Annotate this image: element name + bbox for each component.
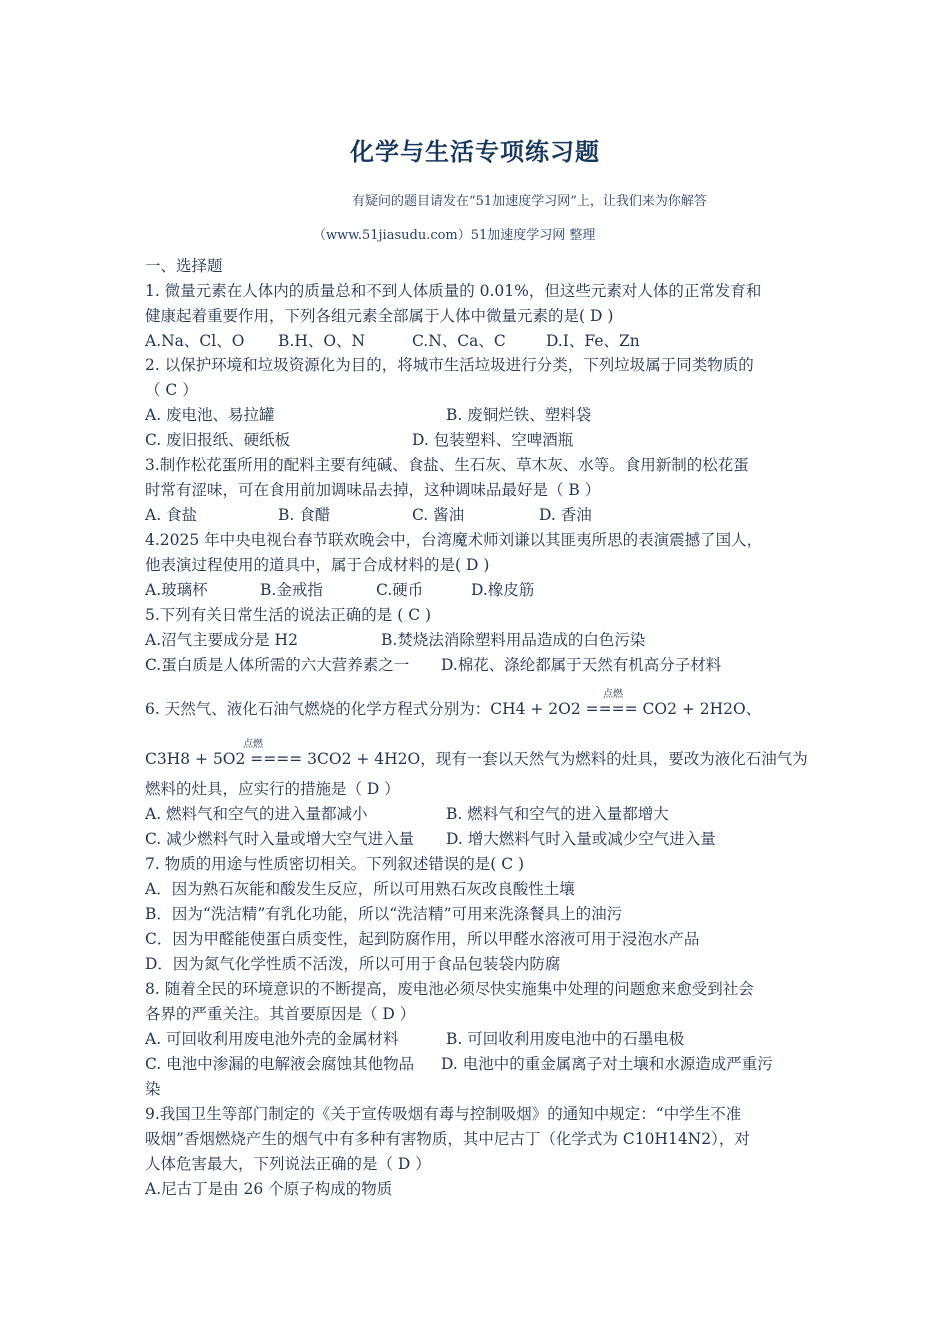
q8-option-c: C. 电池中渗漏的电解液会腐蚀其他物品 <box>145 1055 415 1073</box>
q9-line-1: 9.我国卫生等部门制定的《关于宣传吸烟有毒与控制吸烟》的通知中规定：“中学生不准 <box>145 1105 742 1123</box>
q2-line-2: （ C ） <box>145 381 198 399</box>
q3-option-c: C. 酱油 <box>412 506 465 524</box>
q2-line-1: 2. 以保护环境和垃圾资源化为目的，将城市生活垃圾进行分类，下列垃圾属于同类物质的 <box>145 356 754 374</box>
q8-option-d-continued: 染 <box>145 1080 161 1098</box>
q7-option-d: D．因为氮气化学性质不活泼，所以可用于食品包装袋内防腐 <box>145 955 561 973</box>
q1-option-c: C.N、Ca、C <box>412 332 506 350</box>
q6-line-3: 燃料的灶具，应实行的措施是（ D ） <box>145 780 400 798</box>
q9-option-a: A.尼古丁是由 26 个原子构成的物质 <box>145 1180 393 1198</box>
q6-option-c: C. 减少燃料气时入量或增大空气进入量 <box>145 830 415 848</box>
q5-line-1: 5.下列有关日常生活的说法正确的是 ( C ) <box>145 606 432 624</box>
q6-option-b: B. 燃料气和空气的进入量都增大 <box>446 805 669 823</box>
q5-option-a: A.沼气主要成分是 H2 <box>145 631 298 649</box>
q6-reaction-condition-1: 点燃 <box>603 689 623 700</box>
q4-option-b: B.金戒指 <box>260 581 323 599</box>
q1-option-a: A.Na、Cl、O <box>145 332 245 350</box>
q6-line-1: 6. 天然气、液化石油气燃烧的化学方程式分别为：CH4 + 2O2 ==== CO2 + 2H2O、 <box>145 700 762 718</box>
q1-option-b: B.H、O、N <box>278 332 366 350</box>
q9-line-2: 吸烟”香烟燃烧产生的烟气中有多种有害物质，其中尼古丁（化学式为 C10H14N2），对 <box>145 1130 750 1148</box>
q2-option-b: B. 废铜烂铁、塑料袋 <box>446 406 592 424</box>
q3-option-a: A. 食盐 <box>145 506 198 524</box>
q3-option-b: B. 食醋 <box>278 506 331 524</box>
q2-option-c: C. 废旧报纸、硬纸板 <box>145 431 291 449</box>
q6-line-2: C3H8 + 5O2 ==== 3CO2 + 4H2O，现有一套以天然气为燃料的灶具，要改为液化石油气为 <box>145 750 808 768</box>
q8-option-a: A. 可回收利用废电池外壳的金属材料 <box>145 1030 399 1048</box>
q5-option-c: C.蛋白质是人体所需的六大营养素之一 <box>145 656 410 674</box>
q4-option-c: C.硬币 <box>376 581 424 599</box>
q5-option-d: D.棉花、涤纶都属于天然有机高分子材料 <box>441 656 722 674</box>
q9-line-3: 人体危害最大，下列说法正确的是（ D ） <box>145 1155 431 1173</box>
q7-line-1: 7. 物质的用途与性质密切相关。下列叙述错误的是( C ) <box>145 855 525 873</box>
q6-reaction-condition-2: 点燃 <box>243 739 263 750</box>
q6-option-a: A. 燃料气和空气的进入量都减小 <box>145 805 368 823</box>
q7-option-a: A．因为熟石灰能和酸发生反应，所以可用熟石灰改良酸性土壤 <box>145 880 575 898</box>
q2-option-a: A. 废电池、易拉罐 <box>145 406 275 424</box>
notice-text: 有疑问的题目请发在“51加速度学习网”上，让我们来为你解答 <box>352 194 707 209</box>
q5-option-b: B.焚烧法消除塑料用品造成的白色污染 <box>381 631 646 649</box>
q4-option-a: A.玻璃杯 <box>145 581 208 599</box>
q8-option-d: D. 电池中的重金属离子对土壤和水源造成严重污 <box>441 1055 773 1073</box>
section-heading: 一、选择题 <box>145 257 223 275</box>
q1-line-1: 1. 微量元素在人体内的质量总和不到人体质量的 0.01%，但这些元素对人体的正常发育和 <box>145 282 762 300</box>
q7-option-b: B．因为“洗洁精”有乳化功能，所以“洗洁精”可用来洗涤餐具上的油污 <box>145 905 623 923</box>
q2-option-d: D. 包装塑料、空啤酒瓶 <box>412 431 574 449</box>
q1-line-2: 健康起着重要作用，下列各组元素全部属于人体中微量元素的是( D ) <box>145 307 614 325</box>
q3-line-1: 3.制作松花蛋所用的配料主要有纯碱、食盐、生石灰、草木灰、水等。食用新制的松花蛋 <box>145 456 749 474</box>
q8-line-2: 各界的严重关注。其首要原因是（ D ） <box>145 1005 416 1023</box>
q8-line-1: 8. 随着全民的环境意识的不断提高，废电池必须尽快实施集中处理的问题愈来愈受到社会 <box>145 980 754 998</box>
q4-line-1: 4.2025 年中央电视台春节联欢晚会中，台湾魔术师刘谦以其匪夷所思的表演震撼了国人， <box>145 531 763 549</box>
q8-option-b: B. 可回收利用废电池中的石墨电极 <box>446 1030 685 1048</box>
q4-line-2: 他表演过程使用的道具中，属于合成材料的是( D ) <box>145 556 490 574</box>
source-text: （www.51jiasudu.com）51加速度学习网 整理 <box>313 228 596 243</box>
page-title: 化学与生活专项练习题 <box>350 137 600 166</box>
q3-line-2: 时常有涩味，可在食用前加调味品去掉，这种调味品最好是（ B ） <box>145 481 601 499</box>
q6-option-d: D. 增大燃料气时入量或减少空气进入量 <box>446 830 716 848</box>
q7-option-c: C．因为甲醛能使蛋白质变性，起到防腐作用，所以甲醛水溶液可用于浸泡水产品 <box>145 930 700 948</box>
q4-option-d: D.橡皮筋 <box>471 581 535 599</box>
q1-option-d: D.I、Fe、Zn <box>546 332 640 350</box>
q3-option-d: D. 香油 <box>539 506 592 524</box>
